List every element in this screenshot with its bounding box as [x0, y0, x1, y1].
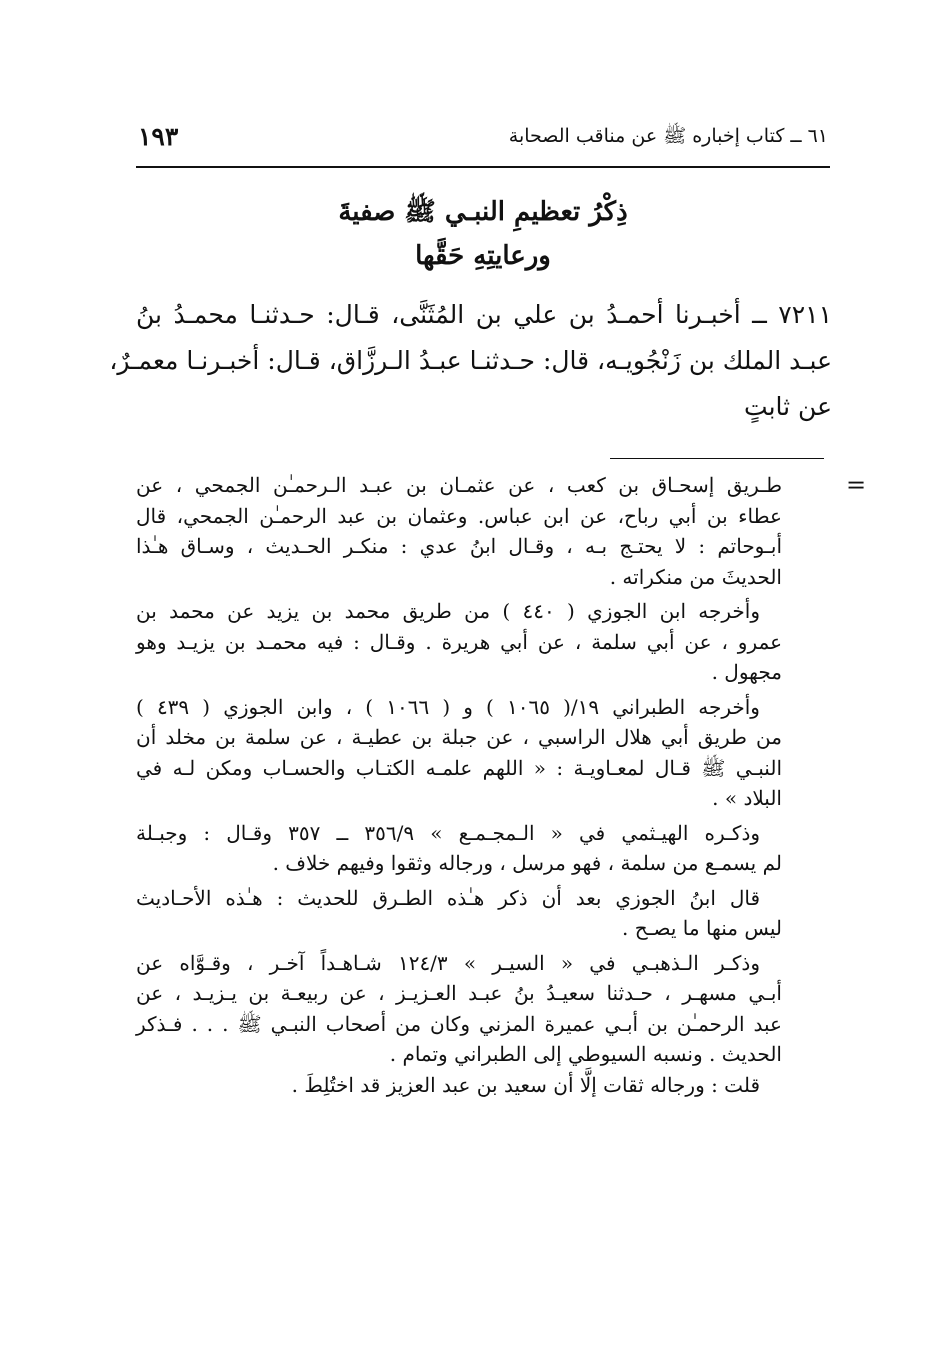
- footnote-paragraph: [136, 818, 782, 879]
- footnote-line: البلاد » .: [712, 786, 782, 810]
- footnote-line: من طريق أبي هلال الراسبي ، عن جبلة بن عطيـة ، عن سلمة بن مخلد أن: [136, 725, 782, 749]
- footnote-line: عطاء بن أبي رباح، عن ابن عباس. وعثمان بن عبد الرحمـٰن الجمحي، قال: [136, 503, 782, 528]
- footnote-line: أبـي مسهـر ، حـدثنا سعيـدُ بنُ عبـد العـزيـز ، عن ربيعـة بن يـزيـد ، عن: [136, 981, 782, 1005]
- header-rule: [136, 166, 830, 168]
- running-title: ٦١ ــ كتاب إخباره ﷺ عن مناقب الصحابة: [508, 125, 828, 147]
- footnote-line: طـريق إسحـاق بن كعب ، عن عثمـان بن عبـد الـرحمـٰن الجمحي ، عن: [136, 473, 782, 497]
- page-number: ١٩٣: [138, 122, 179, 151]
- running-head: [138, 118, 828, 162]
- hadith-line: ٧٢١١ ــ أخبـرنا أحمـدُ بن علي بن المُثَنَّى، قـال: حـدثنـا محمـدُ بنُ: [136, 300, 832, 329]
- footnote-paragraph: [136, 596, 782, 688]
- footnote-line: مجهول .: [711, 660, 782, 684]
- footnotes: [136, 470, 782, 1100]
- footnote-line: الحديثَ من منكراته .: [609, 564, 782, 589]
- footnote-paragraph: [136, 883, 782, 944]
- footnote-line: ليس منها ما يصـح .: [622, 916, 782, 940]
- footnote-line: وذكـره الهيـثمي في « الـمجـمـع » ٣٥٦/٩ ــ ٣٥٧ وقـال : وجبـلة: [136, 820, 761, 845]
- footnote-line: النبـي ﷺ قـال لمعـاويـة : « اللهم علمـه الكتـاب والحسـاب ومكن لـه في: [136, 755, 782, 780]
- footnote-paragraph: [136, 1070, 782, 1101]
- footnote-line: الحديث . ونسبه السيوطي إلى الطبراني وتمام .: [389, 1042, 782, 1066]
- footnote-line: قال ابنُ الجوزي بعد أن ذكر هـٰذه الطـرق للحديث : هـٰذه الأحـاديث: [136, 885, 760, 910]
- hadith-text: [109, 292, 832, 430]
- hadith-line: عبـد الملك بن زَنْجُويـه، قال: حـدثنـا عبـدُ الـرزَّاق، قـال: أخبـرنـا معمـرٌ،: [109, 346, 832, 375]
- footnote-paragraph: [136, 470, 782, 592]
- footnote-line: قلت : ورجاله ثقات إلَّا أن سعيد بن عبد العزيز قد اختُلِطَ .: [291, 1072, 760, 1097]
- footnote-line: عمرو ، عن أبي سلمة ، عن أبي هريرة . وقـال : فيه محمـد بن يزيـد وهو: [136, 629, 782, 654]
- footnote-paragraph: [136, 692, 782, 814]
- footnote-line: أبـوحاتم : لا يحتـج بـه ، وقـال ابنُ عدي : منكـر الحـديث ، وسـاق هـٰذا: [136, 534, 782, 558]
- footnote-line: وأخرجه ابن الجوزي ( ٤٤٠ ) من طريق محمد بن يزيد عن محمد بن: [136, 599, 761, 623]
- footnote-continuation-mark: =: [846, 471, 867, 499]
- footnote-line: لم يسمـع من سلمة ، فهو مرسل ، ورجاله وثقوا وفيهم خلاف .: [272, 851, 782, 875]
- heading-line-2: ورعايتِهِ حَقَّها: [415, 241, 551, 271]
- footnote-line: عبد الرحمـٰن بن أبـي عميرة المزني وكان من أصحاب النبـي ﷺ . . . فـذكر: [136, 1011, 782, 1036]
- footnote-separator: [610, 458, 824, 459]
- footnote-line: وذكـر الـذهبـي في « السيـر » ١٢٤/٣ شـاهـداً آخـر ، وقـوَّاه عن: [136, 950, 760, 975]
- heading-line-1: ذِكْرُ تعظيمِ النبـي ﷺ صفيةَ: [338, 197, 628, 227]
- footnote-paragraph: [136, 948, 782, 1070]
- hadith-line: عن ثابتٍ: [744, 392, 832, 421]
- section-heading: [136, 190, 830, 278]
- footnote-line: وأخرجه الطبراني ١٩/( ١٠٦٥ ) و ( ١٠٦٦ ) ، وابن الجوزي ( ٤٣٩ ): [136, 694, 760, 719]
